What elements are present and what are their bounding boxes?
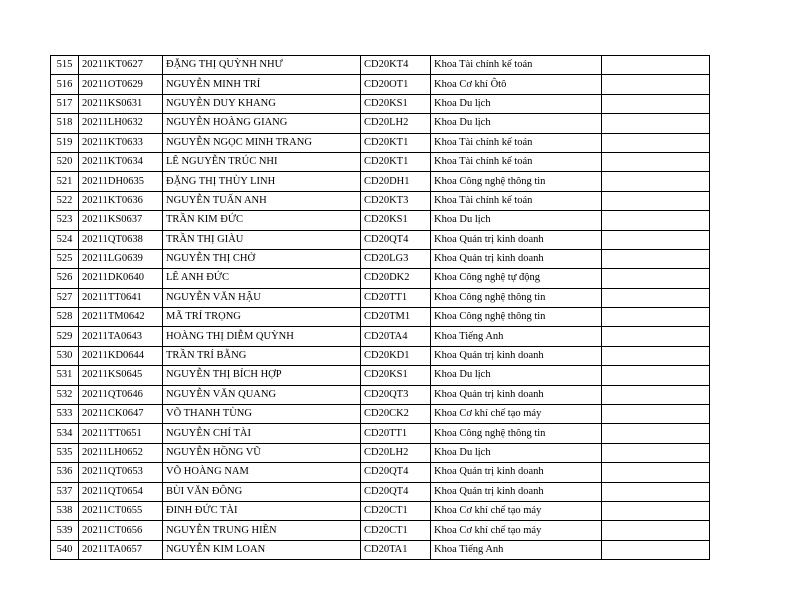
row-number-cell: 535	[51, 443, 79, 462]
student-name-cell: ĐINH ĐỨC TÀI	[163, 501, 361, 520]
table-row	[51, 424, 710, 443]
note-cell	[602, 249, 710, 268]
student-name-cell: BÙI VĂN ĐÔNG	[163, 482, 361, 501]
class-code-cell: CD20TA1	[361, 540, 431, 559]
table-row	[51, 56, 710, 75]
note-cell	[602, 308, 710, 327]
row-number-cell: 532	[51, 385, 79, 404]
table-row	[51, 405, 710, 424]
student-name-cell: NGUYỄN HOÀNG GIANG	[163, 114, 361, 133]
table-row	[51, 346, 710, 365]
student-id-cell: 20211DH0635	[79, 172, 163, 191]
student-name-cell: TRẦN THỊ GIÀU	[163, 230, 361, 249]
class-code-cell: CD20LH2	[361, 114, 431, 133]
note-cell	[602, 463, 710, 482]
department-cell: Khoa Quản trị kinh doanh	[431, 346, 602, 365]
student-name-cell: NGUYỄN THỊ BÍCH HỢP	[163, 366, 361, 385]
student-id-cell: 20211TT0651	[79, 424, 163, 443]
note-cell	[602, 56, 710, 75]
student-id-cell: 20211TA0643	[79, 327, 163, 346]
student-id-cell: 20211TM0642	[79, 308, 163, 327]
class-code-cell: CD20CT1	[361, 521, 431, 540]
department-cell: Khoa Quản trị kinh doanh	[431, 463, 602, 482]
student-name-cell: NGUYỄN VĂN HẬU	[163, 288, 361, 307]
table-row	[51, 114, 710, 133]
student-name-cell: TRẦN KIM ĐỨC	[163, 211, 361, 230]
student-name-cell: NGUYỄN HỒNG VŨ	[163, 443, 361, 462]
note-cell	[602, 133, 710, 152]
student-id-cell: 20211QT0653	[79, 463, 163, 482]
department-cell: Khoa Công nghệ thông tin	[431, 424, 602, 443]
table-row	[51, 463, 710, 482]
class-code-cell: CD20QT4	[361, 482, 431, 501]
department-cell: Khoa Quản trị kinh doanh	[431, 230, 602, 249]
student-name-cell: LÊ NGUYỄN TRÚC NHI	[163, 152, 361, 171]
department-cell: Khoa Cơ khí chế tạo máy	[431, 521, 602, 540]
table-row	[51, 521, 710, 540]
student-name-cell: MÃ TRÍ TRỌNG	[163, 308, 361, 327]
class-code-cell: CD20DK2	[361, 269, 431, 288]
table-row	[51, 211, 710, 230]
table-row	[51, 540, 710, 559]
note-cell	[602, 269, 710, 288]
student-list-table	[50, 55, 710, 560]
department-cell: Khoa Du lịch	[431, 443, 602, 462]
student-id-cell: 20211KS0637	[79, 211, 163, 230]
table-row	[51, 269, 710, 288]
note-cell	[602, 94, 710, 113]
class-code-cell: CD20TM1	[361, 308, 431, 327]
class-code-cell: CD20CK2	[361, 405, 431, 424]
student-name-cell: HOÀNG THỊ DIỄM QUỲNH	[163, 327, 361, 346]
row-number-cell: 517	[51, 94, 79, 113]
student-id-cell: 20211KT0627	[79, 56, 163, 75]
table-row	[51, 133, 710, 152]
note-cell	[602, 288, 710, 307]
department-cell: Khoa Cơ khí Ôtô	[431, 75, 602, 94]
class-code-cell: CD20QT4	[361, 463, 431, 482]
student-id-cell: 20211OT0629	[79, 75, 163, 94]
class-code-cell: CD20TT1	[361, 288, 431, 307]
student-name-cell: ĐẶNG THỊ QUỲNH NHƯ	[163, 56, 361, 75]
department-cell: Khoa Công nghệ tự động	[431, 269, 602, 288]
class-code-cell: CD20LH2	[361, 443, 431, 462]
student-id-cell: 20211TA0657	[79, 540, 163, 559]
student-name-cell: LÊ ANH ĐỨC	[163, 269, 361, 288]
department-cell: Khoa Quản trị kinh doanh	[431, 249, 602, 268]
row-number-cell: 540	[51, 540, 79, 559]
note-cell	[602, 424, 710, 443]
student-name-cell: NGUYỄN KIM LOAN	[163, 540, 361, 559]
note-cell	[602, 172, 710, 191]
student-name-cell: NGUYỄN NGỌC MINH TRANG	[163, 133, 361, 152]
note-cell	[602, 346, 710, 365]
row-number-cell: 518	[51, 114, 79, 133]
student-name-cell: NGUYỄN VĂN QUANG	[163, 385, 361, 404]
row-number-cell: 520	[51, 152, 79, 171]
table-row	[51, 191, 710, 210]
row-number-cell: 529	[51, 327, 79, 346]
student-id-cell: 20211LG0639	[79, 249, 163, 268]
student-id-cell: 20211QT0638	[79, 230, 163, 249]
department-cell: Khoa Tài chính kế toán	[431, 133, 602, 152]
student-name-cell: TRẦN TRÍ BẰNG	[163, 346, 361, 365]
table-row	[51, 75, 710, 94]
class-code-cell: CD20LG3	[361, 249, 431, 268]
student-id-cell: 20211QT0654	[79, 482, 163, 501]
row-number-cell: 533	[51, 405, 79, 424]
department-cell: Khoa Tài chính kế toán	[431, 56, 602, 75]
department-cell: Khoa Tiếng Anh	[431, 327, 602, 346]
student-id-cell: 20211CT0655	[79, 501, 163, 520]
student-name-cell: NGUYỄN TRUNG HIỀN	[163, 521, 361, 540]
class-code-cell: CD20CT1	[361, 501, 431, 520]
student-name-cell: VÕ HOÀNG NAM	[163, 463, 361, 482]
department-cell: Khoa Cơ khí chế tạo máy	[431, 501, 602, 520]
row-number-cell: 538	[51, 501, 79, 520]
row-number-cell: 516	[51, 75, 79, 94]
class-code-cell: CD20KT1	[361, 152, 431, 171]
student-id-cell: 20211KT0634	[79, 152, 163, 171]
student-name-cell: NGUYỄN THỊ CHỞ	[163, 249, 361, 268]
row-number-cell: 526	[51, 269, 79, 288]
class-code-cell: CD20QT4	[361, 230, 431, 249]
student-id-cell: 20211DK0640	[79, 269, 163, 288]
class-code-cell: CD20TT1	[361, 424, 431, 443]
class-code-cell: CD20KS1	[361, 366, 431, 385]
department-cell: Khoa Tiếng Anh	[431, 540, 602, 559]
row-number-cell: 524	[51, 230, 79, 249]
class-code-cell: CD20KS1	[361, 211, 431, 230]
table-row	[51, 385, 710, 404]
row-number-cell: 527	[51, 288, 79, 307]
student-name-cell: NGUYỄN TUẤN ANH	[163, 191, 361, 210]
note-cell	[602, 211, 710, 230]
student-id-cell: 20211TT0641	[79, 288, 163, 307]
department-cell: Khoa Du lịch	[431, 114, 602, 133]
table-row	[51, 482, 710, 501]
row-number-cell: 528	[51, 308, 79, 327]
table-row	[51, 501, 710, 520]
note-cell	[602, 152, 710, 171]
class-code-cell: CD20KT3	[361, 191, 431, 210]
student-id-cell: 20211CT0656	[79, 521, 163, 540]
student-id-cell: 20211KS0631	[79, 94, 163, 113]
student-name-cell: ĐẶNG THỊ THÙY LINH	[163, 172, 361, 191]
student-id-cell: 20211LH0632	[79, 114, 163, 133]
table-row	[51, 230, 710, 249]
row-number-cell: 530	[51, 346, 79, 365]
row-number-cell: 534	[51, 424, 79, 443]
department-cell: Khoa Du lịch	[431, 94, 602, 113]
row-number-cell: 537	[51, 482, 79, 501]
note-cell	[602, 366, 710, 385]
note-cell	[602, 443, 710, 462]
class-code-cell: CD20KT1	[361, 133, 431, 152]
table-row	[51, 288, 710, 307]
department-cell: Khoa Cơ khí chế tạo máy	[431, 405, 602, 424]
row-number-cell: 539	[51, 521, 79, 540]
note-cell	[602, 405, 710, 424]
row-number-cell: 523	[51, 211, 79, 230]
row-number-cell: 522	[51, 191, 79, 210]
table-row	[51, 366, 710, 385]
row-number-cell: 531	[51, 366, 79, 385]
class-code-cell: CD20QT3	[361, 385, 431, 404]
table-row	[51, 327, 710, 346]
note-cell	[602, 75, 710, 94]
table-body	[51, 56, 710, 560]
note-cell	[602, 482, 710, 501]
class-code-cell: CD20KS1	[361, 94, 431, 113]
department-cell: Khoa Tài chính kế toán	[431, 152, 602, 171]
row-number-cell: 519	[51, 133, 79, 152]
department-cell: Khoa Quản trị kinh doanh	[431, 482, 602, 501]
table-row	[51, 152, 710, 171]
class-code-cell: CD20DH1	[361, 172, 431, 191]
department-cell: Khoa Du lịch	[431, 211, 602, 230]
department-cell: Khoa Công nghệ thông tin	[431, 308, 602, 327]
department-cell: Khoa Công nghệ thông tin	[431, 172, 602, 191]
student-name-cell: NGUYỄN CHÍ TÀI	[163, 424, 361, 443]
table-row	[51, 443, 710, 462]
department-cell: Khoa Quản trị kinh doanh	[431, 385, 602, 404]
student-id-cell: 20211KT0636	[79, 191, 163, 210]
department-cell: Khoa Công nghệ thông tin	[431, 288, 602, 307]
row-number-cell: 525	[51, 249, 79, 268]
note-cell	[602, 114, 710, 133]
class-code-cell: CD20OT1	[361, 75, 431, 94]
student-id-cell: 20211LH0652	[79, 443, 163, 462]
department-cell: Khoa Du lịch	[431, 366, 602, 385]
row-number-cell: 536	[51, 463, 79, 482]
student-name-cell: NGUYỄN DUY KHANG	[163, 94, 361, 113]
note-cell	[602, 521, 710, 540]
note-cell	[602, 385, 710, 404]
note-cell	[602, 327, 710, 346]
table-row	[51, 94, 710, 113]
row-number-cell: 515	[51, 56, 79, 75]
student-id-cell: 20211KS0645	[79, 366, 163, 385]
note-cell	[602, 501, 710, 520]
note-cell	[602, 230, 710, 249]
student-id-cell: 20211QT0646	[79, 385, 163, 404]
table-row	[51, 249, 710, 268]
student-name-cell: VÕ THANH TÙNG	[163, 405, 361, 424]
class-code-cell: CD20TA4	[361, 327, 431, 346]
note-cell	[602, 540, 710, 559]
student-id-cell: 20211KT0633	[79, 133, 163, 152]
row-number-cell: 521	[51, 172, 79, 191]
table-row	[51, 172, 710, 191]
student-id-cell: 20211KD0644	[79, 346, 163, 365]
note-cell	[602, 191, 710, 210]
table-row	[51, 308, 710, 327]
class-code-cell: CD20KT4	[361, 56, 431, 75]
class-code-cell: CD20KD1	[361, 346, 431, 365]
student-name-cell: NGUYỄN MINH TRÍ	[163, 75, 361, 94]
student-id-cell: 20211CK0647	[79, 405, 163, 424]
department-cell: Khoa Tài chính kế toán	[431, 191, 602, 210]
